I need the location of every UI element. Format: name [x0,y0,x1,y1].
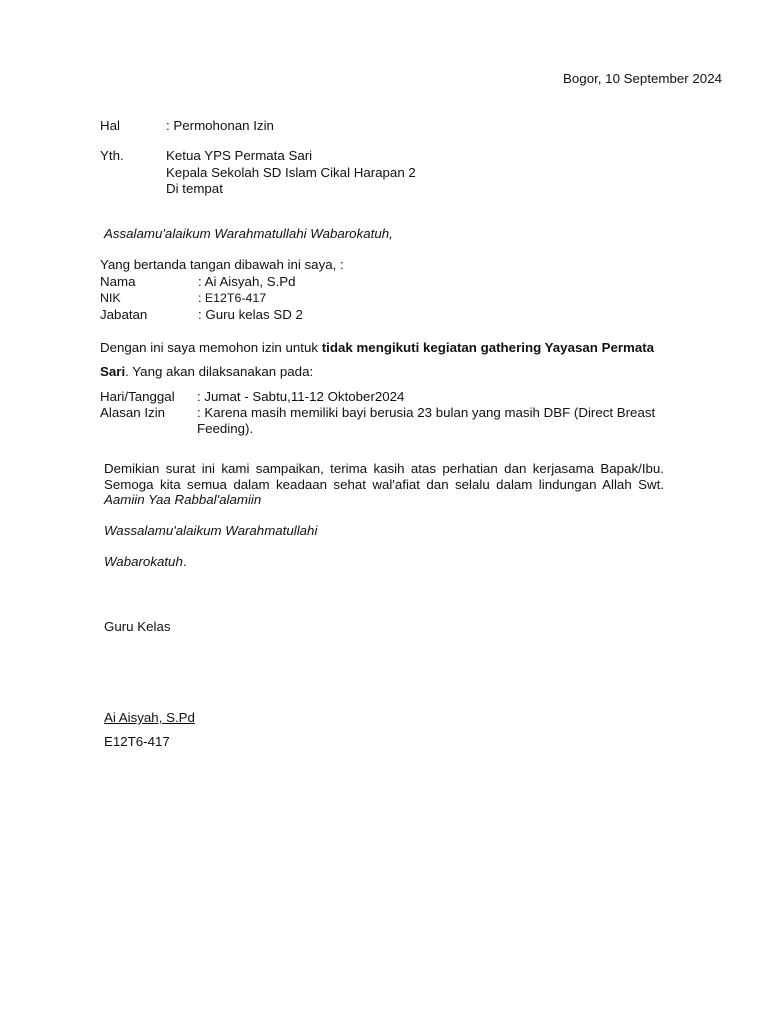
request-paragraph [100,336,660,384]
letter-date: Bogor, 10 September 2024 [563,71,722,86]
closing-text: Demikian surat ini kami sampaikan, terima kasih atas perhatian dan kerjasama Bapak/Ibu. Semoga kita semua dalam keadaan sehat wal'afiat dan selalu dalam lindungan Allah Swt. [104,461,664,492]
signer-nik: E12T6-417 [104,734,170,749]
identity-value: : Ai Aisyah, S.Pd [198,274,296,289]
intro-text: Yang bertanda tangan dibawah ini saya, : [100,257,344,272]
closing-prayer: Aamiin Yaa Rabbal'alamiin [104,492,262,507]
identity-row-name [100,274,296,290]
farewell-line-1: Wassalamu'alaikum Warahmatullahi [104,523,318,538]
identity-value: : E12T6-417 [198,291,267,305]
identity-label: NIK [100,291,121,305]
subject-label: Hal [100,118,120,133]
identity-value: : Guru kelas SD 2 [198,307,303,322]
recipient-line: Ketua YPS Permata Sari [166,148,313,163]
opening-greeting: Assalamu'alaikum Warahmatullahi Wabarokatuh, [104,226,393,241]
request-suffix: . Yang akan dilaksanakan pada: [125,364,314,379]
detail-label: Hari/Tanggal [100,389,175,404]
subject-line [100,118,274,134]
request-prefix: Dengan ini saya memohon izin untuk [100,340,322,355]
closing-paragraph [104,461,664,508]
detail-label: Alasan Izin [100,405,166,420]
farewell-text: Wabarokatuh [104,554,183,569]
identity-label: Jabatan [100,307,148,322]
request-bold: tidak mengikuti kegiatan gathering Yayasan Permata Sari [100,340,655,379]
identity-label: Nama [100,274,136,289]
recipient-label: Yth. [100,148,124,163]
farewell-line-2 [104,554,187,570]
recipient-line: Di tempat [166,181,223,196]
signer-name: Ai Aisyah, S.Pd [104,710,195,725]
farewell-period: . [182,554,187,569]
identity-row-nik [100,290,266,306]
detail-value: : Jumat - Sabtu,11-12 Oktober2024 [197,389,405,404]
identity-row-position [100,307,303,323]
signer-role: Guru Kelas [104,619,171,634]
detail-value: : Karena masih memiliki bayi berusia 23 bulan yang masih DBF (Direct Breast Feeding). [197,405,656,436]
subject-value: : Permohonan Izin [166,118,274,133]
recipient-line: Kepala Sekolah SD Islam Cikal Harapan 2 [166,164,416,180]
